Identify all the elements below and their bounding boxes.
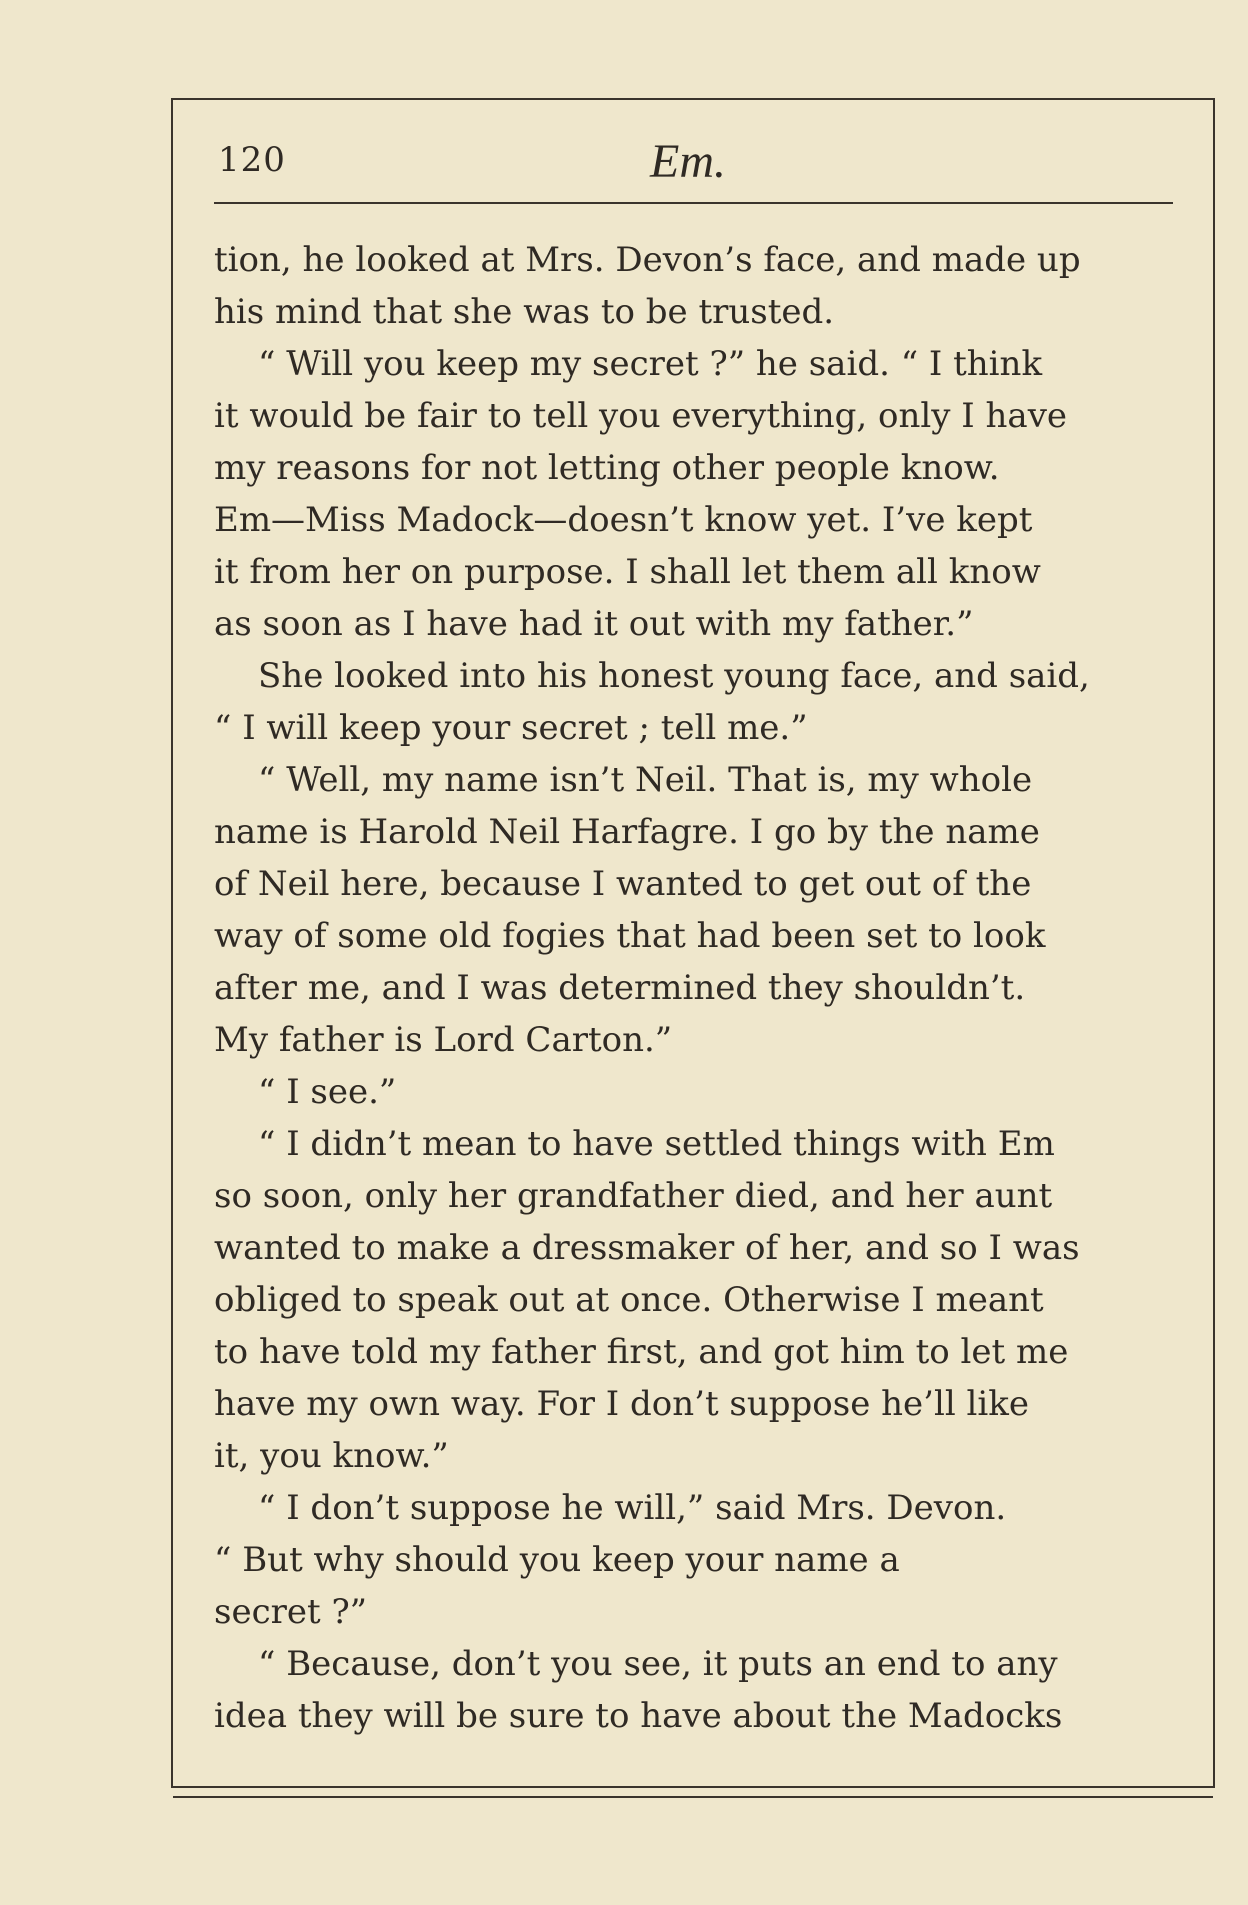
text-line: “ I see.” xyxy=(258,1072,397,1112)
text-line: “ Will you keep my secret ?” he said. “ I think xyxy=(258,344,1043,384)
text-line: as soon as I have had it out with my father.” xyxy=(214,604,974,644)
text-line: “ But why should you keep your name a xyxy=(214,1540,900,1580)
running-title: Em. xyxy=(650,135,726,188)
text-line: idea they will be sure to have about the Madocks xyxy=(214,1696,1063,1736)
text-line: have my own way. For I don’t suppose he’ll like xyxy=(214,1384,1030,1424)
text-line: wanted to make a dressmaker of her, and so I was xyxy=(214,1228,1080,1268)
text-line: it from her on purpose. I shall let them all know xyxy=(214,552,1041,592)
text-line: “ Well, my name isn’t Neil. That is, my whole xyxy=(258,760,1033,800)
text-line: it would be fair to tell you everything, only I have xyxy=(214,396,1068,436)
page-number: 120 xyxy=(218,140,286,180)
text-line: “ Because, don’t you see, it puts an end to any xyxy=(258,1644,1058,1684)
text-line: “ I will keep your secret ; tell me.” xyxy=(214,708,808,748)
text-line: after me, and I was determined they shouldn’t. xyxy=(214,968,1026,1008)
text-line: “ I didn’t mean to have settled things with Em xyxy=(258,1124,1055,1164)
text-line: of Neil here, because I wanted to get out of the xyxy=(214,864,1032,904)
text-line: to have told my father first, and got him to let me xyxy=(214,1332,1069,1372)
text-line: secret ?” xyxy=(214,1592,368,1632)
text-line: tion, he looked at Mrs. Devon’s face, and made up xyxy=(214,240,1081,280)
page-header xyxy=(218,135,1173,200)
text-line: my reasons for not letting other people know. xyxy=(214,448,1000,488)
text-line: Em—Miss Madock—doesn’t know yet. I’ve kept xyxy=(214,500,1033,540)
text-line: it, you know.” xyxy=(214,1436,449,1476)
text-line: so soon, only her grandfather died, and her aunt xyxy=(214,1176,1053,1216)
page-text xyxy=(214,234,1176,1742)
text-line: “ I don’t suppose he will,” said Mrs. Devon. xyxy=(258,1488,1007,1528)
text-line: name is Harold Neil Harfagre. I go by the name xyxy=(214,812,1040,852)
text-line: way of some old fogies that had been set to look xyxy=(214,916,1046,956)
header-rule xyxy=(214,202,1173,204)
text-line: My father is Lord Carton.” xyxy=(214,1020,673,1060)
text-line: obliged to speak out at once. Otherwise I meant xyxy=(214,1280,1044,1320)
text-line: She looked into his honest young face, and said, xyxy=(258,656,1090,696)
text-line: his mind that she was to be trusted. xyxy=(214,292,835,332)
